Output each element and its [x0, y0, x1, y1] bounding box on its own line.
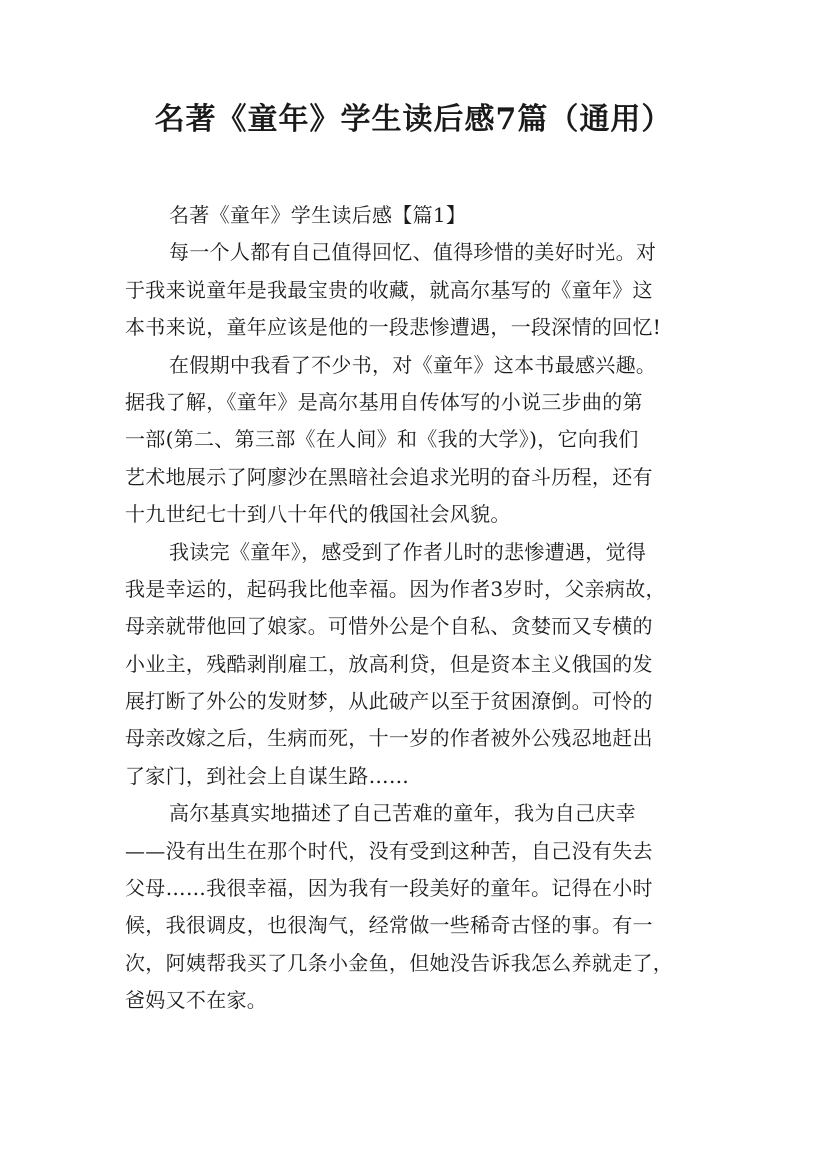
text-line: 母亲改嫁之后，生病而死，十一岁的作者被外公残忍地赶出 — [125, 726, 653, 751]
text-line: 于我来说童年是我最宝贵的收藏，就高尔基写的《童年》这 — [125, 277, 653, 302]
text-line: 小业主，残酷剥削雇工，放高利贷，但是资本主义俄国的发 — [125, 651, 653, 676]
text-line: 我是幸运的，起码我比他幸福。因为作者3岁时，父亲病故， — [125, 576, 666, 601]
text-line: ——没有出生在那个时代，没有受到这种苦，自己没有失去 — [125, 838, 653, 863]
text-line: 一部(第二、第三部《在人间》和《我的大学》)，它向我们 — [125, 427, 639, 452]
text-line: 了家门，到社会上自谋生路…… — [125, 763, 410, 788]
text-line: 据我了解，《童年》是高尔基用自传体写的小说三步曲的第 — [125, 389, 643, 414]
text-line: 父母……我很幸福，因为我有一段美好的童年。记得在小时 — [125, 876, 653, 901]
text-line: 每一个人都有自己值得回忆、值得珍惜的美好时光。对 — [169, 240, 657, 265]
text-line: 候，我很调皮，也很淘气，经常做一些稀奇古怪的事。有一 — [125, 913, 653, 938]
text-line: 我读完《童年》，感受到了作者儿时的悲惨遭遇，觉得 — [169, 539, 647, 564]
text-line: 十九世纪七十到八十年代的俄国社会风貌。 — [125, 502, 511, 527]
section-heading: 名著《童年》学生读后感【篇1】 — [169, 203, 467, 227]
text-line: 次，阿姨帮我买了几条小金鱼，但她没告诉我怎么养就走了， — [125, 950, 674, 975]
text-line: 爸妈又不在家。 — [125, 988, 268, 1013]
text-line: 艺术地展示了阿廖沙在黑暗社会追求光明的奋斗历程，还有 — [125, 464, 653, 489]
document-body — [125, 197, 705, 1020]
document-title: 名著《童年》学生读后感7篇（通用） — [154, 102, 673, 137]
text-line: 高尔基真实地描述了自己苦难的童年，我为自己庆幸 — [169, 801, 636, 826]
text-line: 在假期中我看了不少书，对《童年》这本书最感兴趣。 — [169, 352, 657, 377]
text-line: 展打断了外公的发财梦，从此破产以至于贫困潦倒。可怜的 — [125, 689, 653, 714]
text-line: 本书来说，童年应该是他的一段悲惨遭遇，一段深情的回忆! — [125, 315, 662, 340]
text-line: 母亲就带他回了娘家。可惜外公是个自私、贪婪而又专横的 — [125, 614, 653, 639]
